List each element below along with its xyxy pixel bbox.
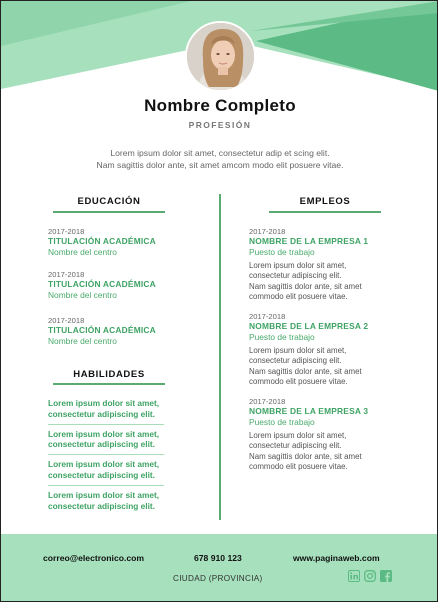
footer-phone[interactable]: 678 910 123: [194, 553, 242, 563]
intro-line: Lorem ipsum dolor sit amet, consectetur adip et scing elit.: [110, 148, 330, 158]
skill-divider: [48, 454, 164, 455]
skill-item: [48, 459, 213, 481]
education-years: 2017-2018: [48, 316, 85, 325]
job-desc-line: consectetur adipiscing elit.: [249, 271, 342, 281]
profile-photo: [185, 21, 256, 92]
job-desc-line: commodo elit posuere vitae.: [249, 292, 348, 302]
job-position: Puesto de trabajo: [249, 417, 315, 427]
job-desc-line: commodo elit posuere vitae.: [249, 377, 348, 387]
instagram-icon[interactable]: [364, 570, 376, 582]
job-years: 2017-2018: [249, 227, 286, 236]
job-item: [249, 227, 419, 303]
job-description: [249, 346, 419, 388]
intro-line: Nam sagittis dolor ante, sit amet amcom modo elit posuere vitae.: [96, 160, 344, 170]
skill-line-1: Lorem ipsum dolor sit amet,: [48, 459, 160, 470]
education-item: [48, 316, 213, 347]
skills-underline: [53, 383, 165, 385]
skill-line-2: consectetur adipiscing elit.: [48, 408, 155, 419]
skill-divider: [48, 424, 164, 425]
facebook-icon[interactable]: [380, 570, 392, 582]
job-company: NOMBRE DE LA EMPRESA 1: [249, 236, 369, 246]
job-description: [249, 431, 419, 473]
job-description: [249, 261, 419, 303]
skill-item: [48, 429, 213, 451]
job-item: [249, 397, 419, 473]
education-degree: TITULACIÓN ACADÉMICA: [48, 236, 156, 246]
education-title: EDUCACIÓN: [77, 196, 141, 207]
jobs-title: EMPLEOS: [299, 196, 351, 207]
footer-email[interactable]: correo@electronico.com: [43, 553, 145, 563]
linkedin-icon[interactable]: [348, 570, 360, 582]
job-position: Puesto de trabajo: [249, 247, 315, 257]
job-years: 2017-2018: [249, 312, 286, 321]
skills-title: HABILIDADES: [73, 369, 145, 380]
job-position: Puesto de trabajo: [249, 332, 315, 342]
education-years: 2017-2018: [48, 270, 85, 279]
education-center: Nombre del centro: [48, 290, 117, 300]
job-years: 2017-2018: [249, 397, 286, 406]
education-item: [48, 270, 213, 301]
job-desc-line: consectetur adipiscing elit.: [249, 356, 342, 366]
education-center: Nombre del centro: [48, 247, 117, 257]
footer-city: CIUDAD (PROVINCIA): [173, 574, 263, 583]
job-desc-line: commodo elit posuere vitae.: [249, 462, 348, 472]
job-desc-line: consectetur adipiscing elit.: [249, 441, 342, 451]
education-years: 2017-2018: [48, 227, 85, 236]
job-item: [249, 312, 419, 388]
education-item: [48, 227, 213, 258]
skill-item: [48, 398, 213, 420]
skills-list: [48, 398, 213, 511]
skill-divider: [48, 485, 164, 486]
job-desc-line: Lorem ipsum dolor sit amet,: [249, 261, 347, 270]
job-desc-line: Nam sagittis dolor ante, sit amet: [249, 366, 362, 376]
footer-band: [1, 534, 438, 602]
jobs-underline: [269, 211, 381, 213]
full-name: Nombre Completo: [144, 96, 296, 115]
education-center: Nombre del centro: [48, 336, 117, 346]
job-company: NOMBRE DE LA EMPRESA 3: [249, 406, 369, 416]
education-degree: TITULACIÓN ACADÉMICA: [48, 279, 156, 289]
job-desc-line: Lorem ipsum dolor sit amet,: [249, 431, 347, 440]
job-company: NOMBRE DE LA EMPRESA 2: [249, 321, 369, 331]
education-degree: TITULACIÓN ACADÉMICA: [48, 325, 156, 335]
skill-line-2: consectetur adipiscing elit.: [48, 439, 155, 450]
skill-line-1: Lorem ipsum dolor sit amet,: [48, 428, 160, 439]
skill-line-1: Lorem ipsum dolor sit amet,: [48, 489, 160, 500]
skill-line-1: Lorem ipsum dolor sit amet,: [48, 398, 160, 408]
intro-text: [41, 147, 399, 171]
job-desc-line: Nam sagittis dolor ante, sit amet: [249, 451, 362, 461]
skill-line-2: consectetur adipiscing elit.: [48, 500, 155, 511]
column-divider: [219, 194, 221, 520]
skill-item: [48, 490, 213, 512]
footer-website[interactable]: www.paginaweb.com: [293, 553, 380, 563]
job-desc-line: Nam sagittis dolor ante, sit amet: [249, 281, 362, 291]
skill-line-2: consectetur adipiscing elit.: [48, 469, 155, 480]
job-desc-line: Lorem ipsum dolor sit amet,: [249, 346, 347, 355]
education-underline: [53, 211, 165, 213]
profession-label: PROFESIÓN: [188, 120, 252, 130]
